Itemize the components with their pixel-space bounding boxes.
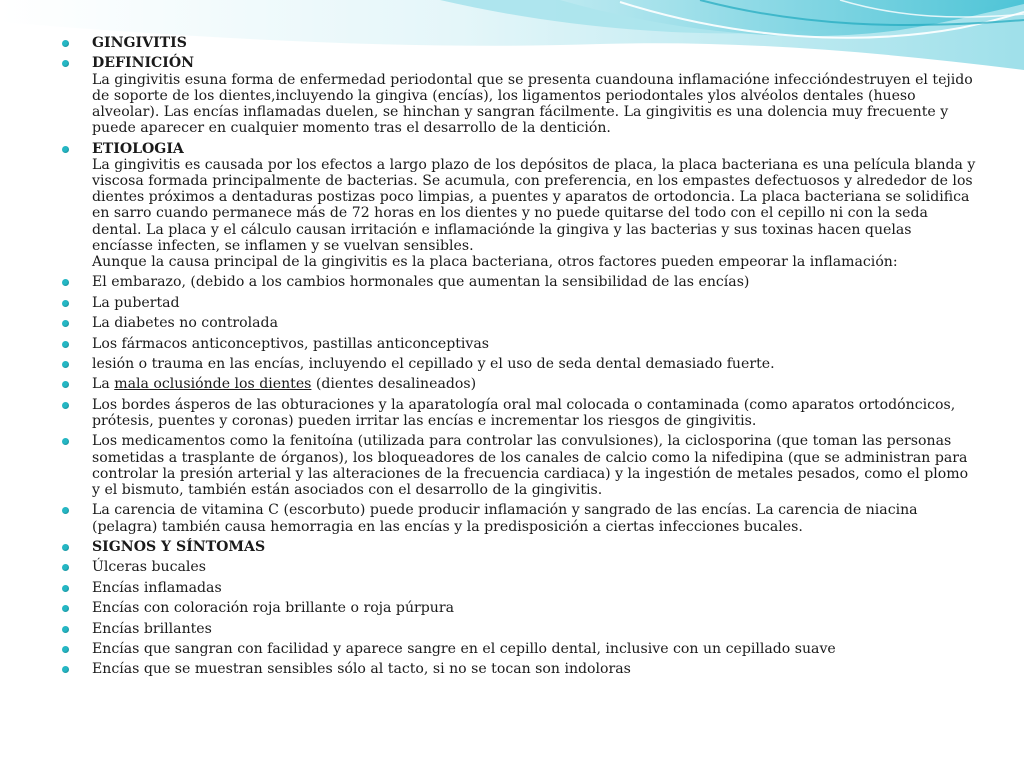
list-item-medicamentos <box>62 433 977 498</box>
definicion-text: La gingivitis esuna forma de enfermedad periodontal que se presenta cuandouna inflamacióne infeccióndestruyen el tejido de soporte de los dientes,incluyendo la gingiva (encías), los ligamentos periodontales ylos alvéolos dentales (hueso alveolar). Las encías inflamadas duelen, se hinchan y sangran fácilmente. La gingivitis es una dolencia muy frecuente y puede aparecer en cualquier momento tras el desarrollo de la dentición. <box>92 71 973 137</box>
etiologia-text-2: Aunque la causa principal de la gingivitis es la placa bacteriana, otros factores pueden empeorar la inflamación: <box>92 254 898 271</box>
bullet-icon <box>62 320 69 327</box>
list-item-oclusion <box>62 376 977 392</box>
factor-text: La carencia de vitamina C (escorbuto) puede producir inflamación y sangrado de las encías. La carencia de niacina (pelagra) también causa hemorragia en las encías y la predisposición a ciertas infecciones bucales. <box>92 502 918 535</box>
list-item-vitamina <box>62 502 977 534</box>
bullet-icon <box>62 146 69 153</box>
list-item-pubertad <box>62 295 977 311</box>
bullet-icon <box>62 279 69 286</box>
section-heading-gingivitis: GINGIVITIS <box>92 35 187 51</box>
bullet-icon <box>62 507 69 514</box>
list-item-ulceras <box>62 559 977 575</box>
factor-text-prefix: La <box>92 376 115 393</box>
bullet-icon <box>62 40 69 47</box>
list-item-inflamadas <box>62 580 977 596</box>
bullet-icon <box>62 564 69 571</box>
etiologia-text: La gingivitis es causada por los efectos a largo plazo de los depósitos de placa, la placa bacteriana es una película blanda y viscosa formada principalmente de bacterias. Se acumula, con preferencia, en los empastes defectuosos y alrededor de los dientes próximos a dentaduras postizas poco limpias, a puentes y aparatos de ortodoncia. La placa bacteriana se solidifica en sarro cuando permanece más de 72 horas en los dientes y no puede quitarse del todo con el cepillo ni con la seda dental. La placa y el cálculo causan irritación e inflamaciónde la gingiva y las bacterias y sus toxinas hacen quelas encíasse infecten, se inflamen y se vuelvan sensibles. <box>92 156 976 254</box>
bullet-icon <box>62 341 69 348</box>
factor-text: Los fármacos anticonceptivos, pastillas anticonceptivas <box>92 335 490 352</box>
list-item-brillantes <box>62 621 977 637</box>
list-item-embarazo <box>62 274 977 290</box>
symptom-text: Encías brillantes <box>92 620 212 637</box>
factor-text: La pubertad <box>92 294 180 311</box>
bullet-icon <box>62 544 69 551</box>
section-heading-etiologia: ETIOLOGIA <box>92 140 184 157</box>
bullet-icon <box>62 585 69 592</box>
list-item-coloracion <box>62 600 977 616</box>
bullet-icon <box>62 666 69 673</box>
factor-text: Los medicamentos como la fenitoína (utilizada para controlar las convulsiones), la ciclosporina (que toman las personas sometidas a trasplante de órganos), los bloqueadores de los canales de calcio como la nifedipina (que se administran para controlar la presión arterial y las alteraciones de la frecuencia cardiaca) y la ingestión de metales pesados, como el plomo y el bismuto, también están asociados con el desarrollo de la gingivitis. <box>92 433 969 498</box>
list-item-sensibles <box>62 661 977 677</box>
bullet-icon <box>62 402 69 409</box>
factor-text-suffix: (dientes desalineados) <box>311 376 477 393</box>
bullet-icon <box>62 626 69 633</box>
factor-text: lesión o trauma en las encías, incluyendo el cepillado y el uso de seda dental demasiado fuerte. <box>92 355 775 372</box>
section-heading-signos: SIGNOS Y SÍNTOMAS <box>92 538 266 555</box>
slide-content <box>62 35 977 682</box>
bullet-icon <box>62 60 69 67</box>
symptom-text: Encías que se muestran sensibles sólo al tacto, si no se tocan son indoloras <box>92 661 631 678</box>
bullet-icon <box>62 605 69 612</box>
section-heading-definicion: DEFINICIÓN <box>92 55 195 72</box>
bullet-icon <box>62 646 69 653</box>
list-item-lesion <box>62 356 977 372</box>
symptom-text: Encías con coloración roja brillante o roja púrpura <box>92 600 455 617</box>
list-item-signos <box>62 539 977 555</box>
bullet-icon <box>62 361 69 368</box>
list-item-title <box>62 35 977 51</box>
factor-text: Los bordes ásperos de las obturaciones y la aparatología oral mal colocada o contaminada (como aparatos ortodóncicos, prótesis, puentes y coronas) pueden irritar las encías e incrementar los riesgos de gingivitis. <box>92 396 956 429</box>
symptom-text: Encías que sangran con facilidad y aparece sangre en el cepillo dental, inclusive con un cepillado suave <box>92 640 836 657</box>
list-item-etiologia <box>62 141 977 271</box>
bullet-icon <box>62 381 69 388</box>
mala-oclusion-link[interactable]: mala oclusiónde los dientes <box>114 376 312 393</box>
factor-text: La diabetes no controlada <box>92 315 278 332</box>
list-item-diabetes <box>62 315 977 331</box>
bullet-list <box>62 35 977 677</box>
bullet-icon <box>62 438 69 445</box>
list-item-bordes <box>62 397 977 429</box>
list-item-farmacos <box>62 336 977 352</box>
bullet-icon <box>62 300 69 307</box>
factor-text: El embarazo, (debido a los cambios hormonales que aumentan la sensibilidad de las encías) <box>92 274 750 291</box>
list-item-definicion <box>62 55 977 136</box>
list-item-sangran <box>62 641 977 657</box>
symptom-text: Encías inflamadas <box>92 579 222 596</box>
symptom-text: Úlceras bucales <box>92 559 206 576</box>
